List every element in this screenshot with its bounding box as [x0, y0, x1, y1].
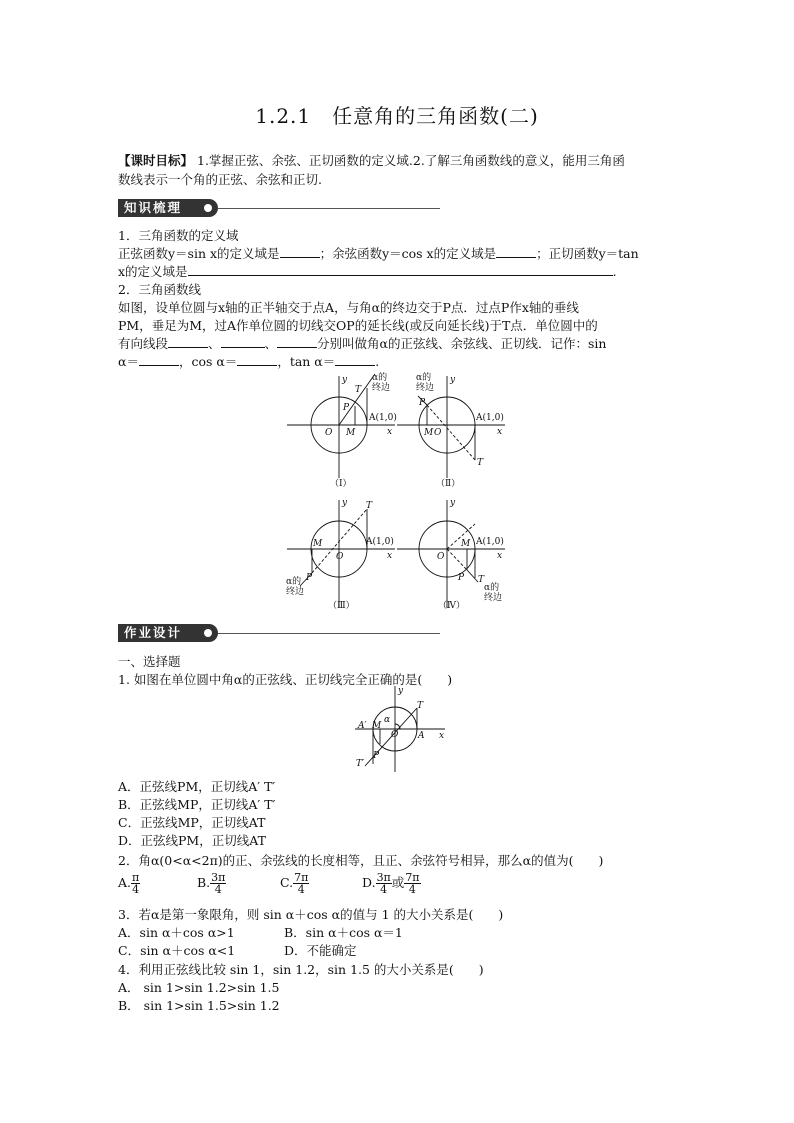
option-letter: C.: [280, 875, 294, 890]
objective-line-2: 数线表示一个角的正弦、余弦和正切.: [118, 172, 322, 187]
exercise-part-title: 一、选择题: [118, 654, 181, 669]
numerator: 3π: [376, 871, 391, 884]
numerator: 7π: [294, 871, 309, 884]
text: .: [612, 264, 617, 279]
label-T: T: [366, 501, 373, 511]
figure-3-labels: [286, 498, 394, 611]
objective-label: 【课时目标】: [118, 153, 194, 168]
label-A: A(1,0): [476, 413, 504, 423]
text: x的定义域是: [118, 264, 188, 279]
denominator: 4: [380, 883, 388, 896]
answer-blank: [280, 245, 320, 258]
trig-line-figures: [0, 368, 794, 628]
numerator: 3π: [211, 871, 226, 884]
question-2-option-c: [280, 872, 309, 895]
denominator: 4: [297, 883, 305, 896]
label-y: y: [450, 375, 456, 385]
label-O: O: [391, 730, 399, 740]
label-M: M: [346, 428, 356, 438]
text: ，tan α＝: [277, 354, 336, 369]
label-x: x: [497, 427, 503, 437]
knowledge-p2-line2: PM，垂足为M，过A作单位圆的切线交OP的延长线(或反向延长线)于T点．单位圆中的: [118, 318, 598, 333]
figure-2: [397, 376, 505, 478]
fraction: [210, 872, 226, 895]
knowledge-p1-title: 1．三角函数的定义域: [118, 228, 239, 243]
label-y: y: [342, 375, 348, 385]
section-label: 作业设计: [124, 625, 183, 640]
knowledge-p1-line2: [118, 263, 617, 280]
answer-blank: [335, 353, 375, 366]
label-M: M: [372, 721, 382, 731]
bullet-dot-icon: [204, 204, 212, 212]
text: α＝: [118, 354, 139, 369]
or-text: 或: [391, 875, 405, 890]
text: 、: [208, 336, 221, 351]
section-divider: [218, 208, 440, 209]
label-terminal-1: α的: [416, 373, 432, 383]
denominator: 4: [132, 883, 140, 896]
label-terminal-1: α的: [372, 373, 388, 383]
label-terminal-1: α的: [286, 577, 302, 587]
text: 正弦函数y＝sin x的定义域是: [118, 246, 280, 261]
figure-caption-2: （Ⅱ）: [436, 479, 461, 489]
section-label: 知识梳理: [124, 200, 183, 215]
question-1-figure-lines: [355, 686, 445, 772]
knowledge-p1-line1: [118, 245, 639, 262]
figure-1-labels: [325, 371, 397, 489]
question-3-option-c: C．sin α＋cos α<1: [118, 943, 236, 958]
question-1-option-a: A．正弦线PM，正切线A′ T′: [118, 779, 276, 794]
denominator: 4: [408, 883, 416, 896]
label-A: A: [418, 731, 425, 741]
question-3-option-b: B．sin α＋cos α＝1: [284, 925, 403, 940]
text: 、: [264, 336, 278, 351]
label-O: O: [325, 428, 333, 438]
section-tab: [118, 199, 218, 217]
label-P: P: [419, 398, 426, 408]
label-terminal-2: 终边: [372, 383, 391, 393]
section-tab: [118, 624, 218, 642]
figure-caption-1: （Ⅰ）: [330, 479, 352, 489]
question-2-option-a: [118, 872, 140, 895]
label-O: O: [437, 552, 445, 562]
question-1-figure: [340, 686, 470, 772]
answer-blank: [221, 335, 265, 348]
knowledge-p2-line1: 如图，设单位圆与x轴的正半轴交于点A，与角α的终边交于P点．过点P作x轴的垂线: [118, 300, 579, 315]
label-x: x: [387, 551, 393, 561]
label-O: O: [336, 552, 344, 562]
label-M: M: [424, 428, 434, 438]
label-T: T: [417, 701, 424, 711]
section-header-knowledge: [118, 199, 440, 217]
figure-2-labels: [416, 371, 504, 489]
question-4-option-a: A． sin 1>sin 1.2>sin 1.5: [118, 980, 280, 995]
question-2: 2．角α(0<α<2π)的正、余弦线的长度相等，且正、余弦符号相异，那么α的值为( ): [118, 853, 604, 868]
label-T: T: [477, 458, 484, 468]
question-2-option-b: [197, 872, 226, 895]
question-1-option-d: D．正弦线PM，正切线AT: [118, 833, 266, 848]
text: 有向线段: [118, 336, 169, 351]
label-M: M: [461, 539, 471, 549]
label-P: P: [373, 751, 380, 761]
answer-blank: [237, 353, 277, 366]
label-y: y: [398, 686, 404, 696]
text: ，cos α＝: [178, 354, 238, 369]
question-4-option-b: B． sin 1>sin 1.5>sin 1.2: [118, 998, 280, 1013]
section-divider: [218, 633, 440, 634]
label-terminal-2: 终边: [416, 383, 435, 393]
figure-caption-4: （Ⅳ）: [438, 601, 465, 611]
denominator: 4: [214, 883, 222, 896]
fraction: [293, 872, 309, 895]
answer-blank: [277, 335, 317, 348]
label-A: A(1,0): [476, 537, 504, 547]
knowledge-p2-line3: [118, 335, 606, 352]
fraction: [376, 872, 392, 895]
label-A: A(1,0): [366, 537, 394, 547]
label-O: O: [434, 428, 442, 438]
question-1-option-c: C．正弦线MP，正切线AT: [118, 815, 266, 830]
figure-caption-3: （Ⅲ）: [328, 601, 355, 611]
label-y: y: [342, 498, 348, 508]
numerator: 7π: [405, 871, 420, 884]
bullet-dot-icon: [204, 629, 212, 637]
label-P: P: [458, 573, 465, 583]
knowledge-p2-title: 2．三角函数线: [118, 282, 201, 297]
question-3: 3．若α是第一象限角，则 sin α＋cos α的值与 1 的大小关系是( ): [118, 907, 504, 922]
label-M: M: [313, 539, 323, 549]
label-terminal-2: 终边: [484, 593, 503, 603]
question-2-option-d: [362, 872, 421, 895]
text: 分别叫做角α的正弦线、余弦线、正切线．记作：sin: [317, 336, 607, 351]
text: ；正切函数y＝tan: [536, 246, 639, 261]
question-1-option-b: B．正弦线MP，正切线A′ T′: [118, 797, 276, 812]
label-x: x: [497, 551, 503, 561]
page-title: 1.2.1 任意角的三角函数(二): [255, 104, 539, 128]
section-header-homework: [118, 624, 440, 642]
label-y: y: [450, 498, 456, 508]
label-x: x: [387, 427, 393, 437]
answer-blank: [139, 353, 179, 366]
option-letter: B.: [197, 875, 211, 890]
label-terminal-1: α的: [484, 583, 500, 593]
fraction: [131, 872, 140, 895]
label-terminal-2: 终边: [286, 587, 305, 597]
question-3-option-d: D．不能确定: [284, 943, 357, 958]
answer-blank: [496, 245, 536, 258]
label-A-prime: A′: [358, 721, 367, 731]
question-1: 1. 如图在单位圆中角α的正弦线、正切线完全正确的是( ): [118, 672, 453, 687]
fraction: [404, 872, 420, 895]
objective-text-1: 1.掌握正弦、余弦、正切函数的定义域.2.了解三角函数线的意义，能用三角函: [193, 153, 625, 168]
objective-line-1: [118, 152, 625, 169]
option-letter: D.: [362, 875, 376, 890]
option-letter: A.: [118, 875, 132, 890]
text: .: [375, 354, 380, 369]
label-P: P: [306, 573, 313, 583]
label-T-prime: T′: [356, 759, 365, 769]
label-T: T: [355, 385, 362, 395]
label-alpha: α: [384, 715, 391, 725]
label-A: A(1,0): [369, 413, 397, 423]
question-3-option-a: A．sin α＋cos α>1: [118, 925, 235, 940]
label-P: P: [343, 403, 350, 413]
label-x: x: [439, 731, 445, 741]
answer-blank: [188, 263, 613, 276]
label-T: T: [478, 575, 485, 585]
answer-blank: [168, 335, 208, 348]
question-4: 4．利用正弦线比较 sin 1，sin 1.2，sin 1.5 的大小关系是( ): [118, 962, 484, 977]
text: ；余弦函数y＝cos x的定义域是: [319, 246, 497, 261]
numerator: π: [132, 871, 140, 884]
